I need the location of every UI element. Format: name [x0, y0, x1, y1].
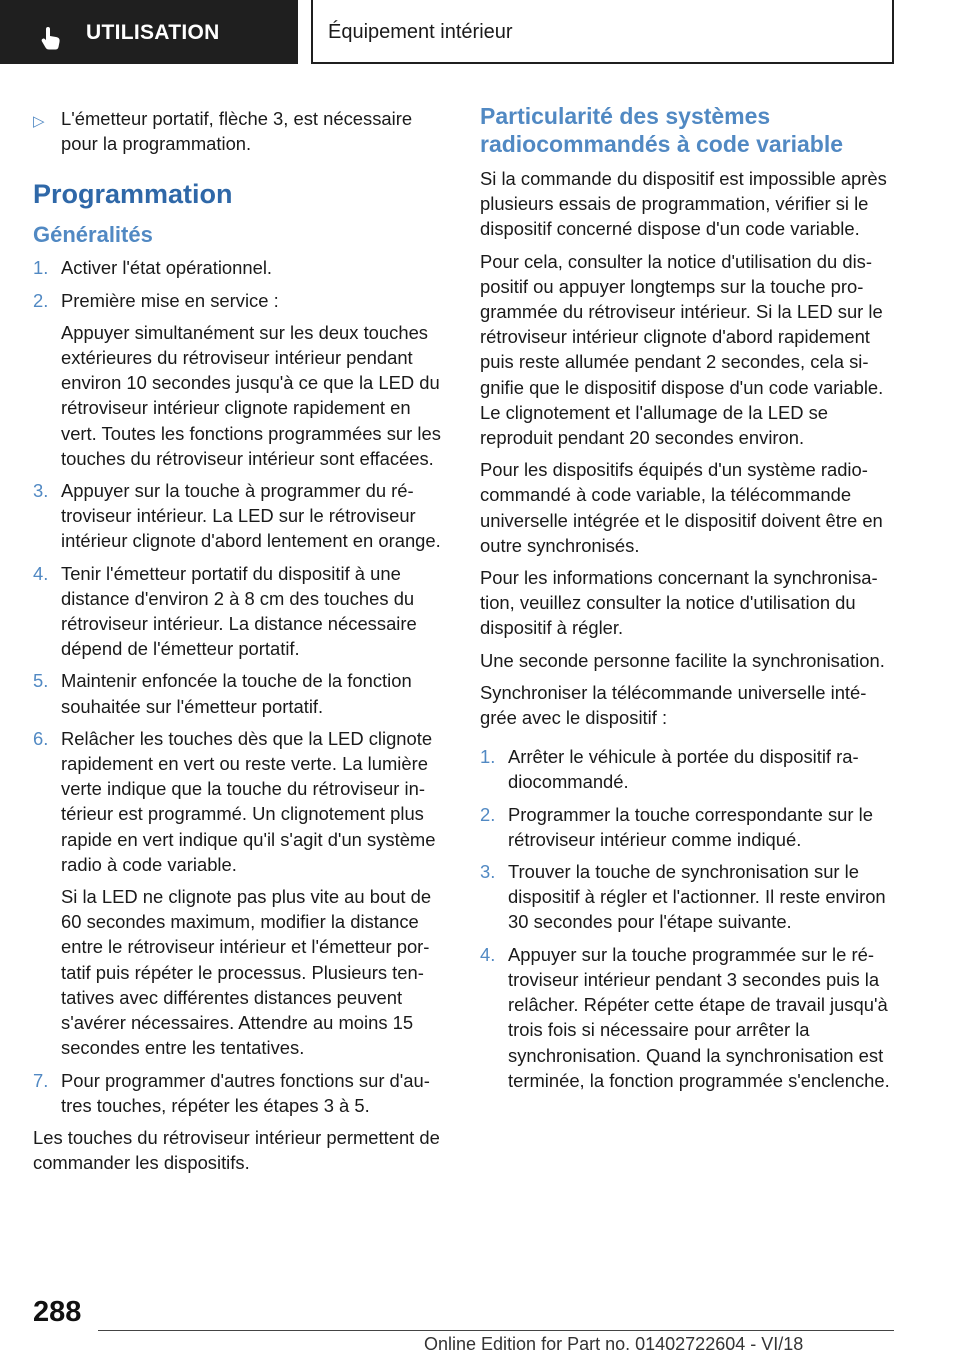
section-tab [0, 0, 298, 64]
step-number: 4. [33, 562, 49, 584]
synchronisation-steps [480, 744, 896, 1093]
list-item [33, 478, 448, 554]
step-number: 4. [480, 943, 496, 965]
right-paragraphs [480, 166, 896, 730]
list-item [33, 668, 448, 718]
intro-bullet [33, 106, 448, 156]
list-item [33, 255, 448, 280]
step-text: Première mise en service : [61, 289, 279, 311]
step-detail: Appuyer simultanément sur les deux touches extérieures du rétroviseur intérieur pendant environ 10 secondes jusqu'à ce que la LED du rétroviseur intérieur clignote rapidement en vert. Toutes les fonctions programmées sur les touches du rétroviseur intérieur sont effacées. [61, 321, 441, 469]
step-number: 7. [33, 1069, 49, 1091]
paragraph: Pour les informations concernant la synchronisation, veuillez consulter la notice d'utilisation du dispositif à régler. [480, 567, 878, 639]
list-item [480, 942, 896, 1093]
page-header [0, 0, 960, 66]
step-text: Activer l'état opérationnel. [61, 257, 273, 279]
list-item [33, 726, 448, 1061]
step-text: Relâcher les touches dès que la LED clignote rapidement en vert ou reste verte. La lumière verte indique que la touche du rétroviseur intérieur est programmé. Un clignotement plus rapide en vert indique qu'il s'agit d'un système radio à code variable. [61, 727, 436, 875]
step-text: Maintenir enfoncée la touche de la fonction souhaitée sur l'émetteur portatif. [61, 670, 412, 717]
page-footer [0, 1290, 960, 1362]
chapter-box [311, 0, 894, 64]
step-text: Tenir l'émetteur portatif du dispositif à une distance d'environ 2 à 8 cm des touches du rétroviseur intérieur. La distance nécessaire dépend de l'émetteur portatif. [61, 562, 417, 660]
step-number: 1. [33, 257, 49, 279]
left-column [33, 98, 448, 1182]
step-number: 3. [480, 861, 496, 883]
step-number: 5. [33, 670, 49, 692]
closing-paragraph: Les touches du rétroviseur intérieur permettent de commander les dispositifs. [33, 1126, 440, 1174]
step-number: 1. [480, 746, 496, 768]
programming-steps [33, 255, 448, 1118]
step-detail: Si la LED ne clignote pas plus vite au bout de 60 secondes maximum, modifier la distance entre le rétroviseur intérieur et l'émetteur portatif puis répéter le processus. Plusieurs tentatives avec différentes distances peuvent s'avérer nécessaires. Attendre au moins 15 secondes entre les tentatives. [61, 886, 432, 1059]
chapter-title: Équipement intérieur [328, 21, 513, 43]
footer-divider [98, 1330, 894, 1331]
subsection-heading-variable-code: Particularité des systèmes radiocommandés à code variable [480, 103, 844, 157]
list-item [480, 744, 896, 794]
paragraph: Synchroniser la télécommande universelle intégrée avec le dispositif : [480, 681, 867, 729]
paragraph: Pour cela, consulter la notice d'utilisation du dispositif ou appuyer longtemps sur la touche programmée du rétroviseur intérieur. Si la LED sur le rétroviseur intérieur clignote d'abord rapidement puis reste allumée pendant 2 secondes, cela signifie que le dispositif dispose d'un code variable. Le clignotement et l'allumage de la LED se reproduit pendant 20 secondes environ. [480, 250, 884, 449]
step-text: Pour programmer d'autres fonctions sur d'autres touches, répéter les étapes 3 à 5. [61, 1069, 430, 1116]
list-item [33, 561, 448, 662]
step-text: Trouver la touche de synchronisation sur le dispositif à régler et l'actionner. Il reste environ 30 secondes pour l'étape suivante. [508, 861, 886, 933]
list-item [33, 288, 448, 471]
list-item [480, 802, 896, 852]
section-label: UTILISATION [86, 21, 220, 44]
edition-text: Online Edition for Part no. 01402722604 - VI/18 [424, 1334, 804, 1354]
step-number: 6. [33, 727, 49, 749]
subsection-heading: Généralités [33, 222, 153, 248]
step-text: Appuyer sur la touche à programmer du rétroviseur intérieur. La LED sur le rétroviseur intérieur clignote d'abord lentement en orange. [61, 480, 441, 552]
step-text: Arrêter le véhicule à portée du dispositif radiocommandé. [508, 746, 859, 793]
page-number: 288 [33, 1296, 82, 1328]
paragraph: Pour les dispositifs équipés d'un système radiocommandé à code variable, la télécommande universelle intégrée et le dispositif doivent être en outre synchronisés. [480, 459, 883, 556]
step-text: Appuyer sur la touche programmée sur le rétroviseur intérieur pendant 3 secondes puis la relâcher. Répéter cette étape de travail jusqu'à trois fois si nécessaire pour arrêter la synchronisation. Quand la synchronisation est terminée, la fonction programmée s'enclenche. [508, 943, 890, 1091]
step-text: Programmer la touche correspondante sur le rétroviseur intérieur comme indiqué. [508, 803, 873, 850]
list-item [480, 859, 896, 935]
section-heading: Programmation [33, 179, 233, 210]
right-column [480, 98, 896, 1100]
paragraph: Si la commande du dispositif est impossible après plusieurs essais de programmation, vérifier si le dispositif concerné dispose d'un code variable. [480, 168, 887, 240]
paragraph: Une seconde personne facilite la synchronisation. [480, 649, 885, 671]
pointing-hand-icon [40, 26, 62, 50]
step-number: 2. [480, 803, 496, 825]
triangle-right-icon: ▷ [33, 113, 45, 130]
list-item [33, 1068, 448, 1118]
intro-text: L'émetteur portatif, flèche 3, est nécessaire pour la programmation. [61, 108, 413, 155]
step-number: 3. [33, 480, 49, 502]
step-number: 2. [33, 289, 49, 311]
